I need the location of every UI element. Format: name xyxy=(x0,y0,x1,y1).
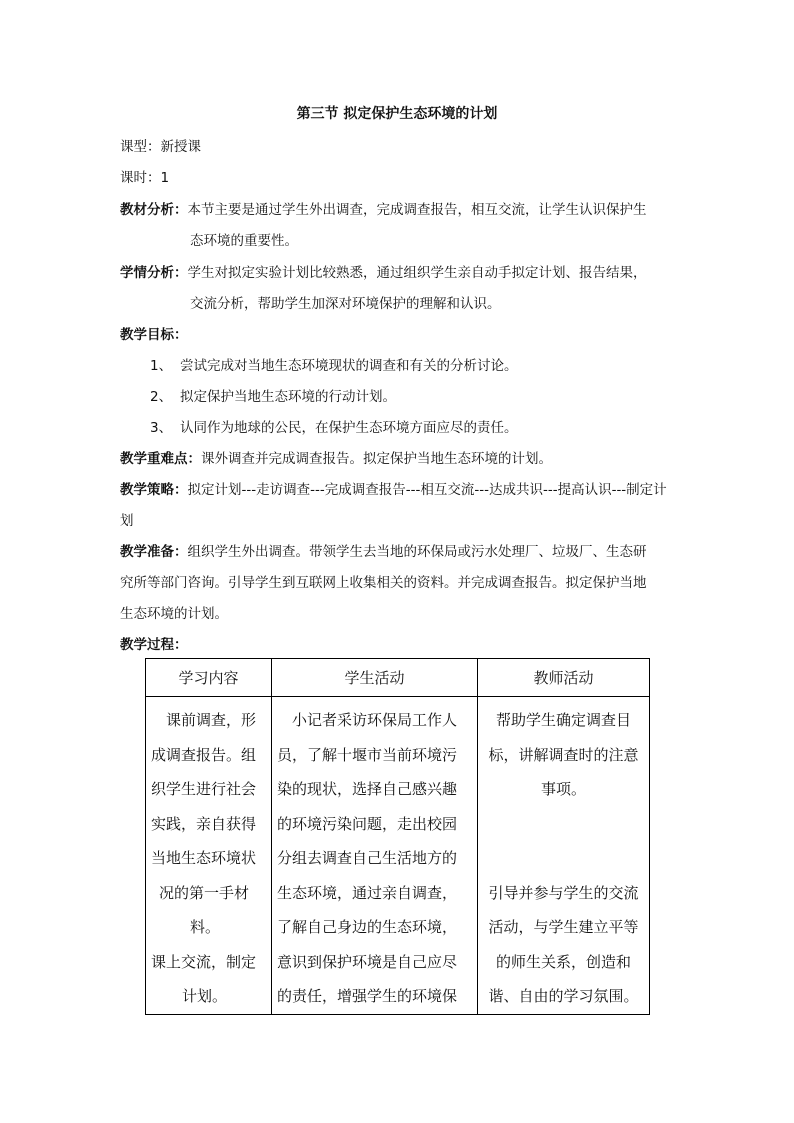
key-points-label: 教学重难点： xyxy=(120,451,201,467)
preparation-continuation: 究所等部门咨询。引导学生到互联网上收集相关的资料。并完成调查报告。拟定保护当地 xyxy=(120,575,647,591)
student-activity-cell xyxy=(272,697,478,1015)
cell-text-line: 的师生关系，创造和 xyxy=(495,952,631,971)
preparation-label: 教学准备： xyxy=(120,544,188,560)
lesson-type: 课型：新授课 xyxy=(120,139,201,155)
cell-text-line: 当地生态环境状 xyxy=(151,849,257,867)
key-points-text: 课外调查并完成调查报告。拟定保护当地生态环境的计划。 xyxy=(201,451,552,467)
preparation xyxy=(120,540,647,560)
cell-text-line xyxy=(478,841,649,876)
cell-text-line: 事项。 xyxy=(540,780,586,798)
cell-text-line: 引导并参与学生的交流 xyxy=(488,883,639,902)
cell-text-line: 分组去调查自己生活地方的 xyxy=(277,849,458,867)
goal-number: 3、 xyxy=(150,420,173,436)
cell-text-line xyxy=(478,807,649,842)
material-analysis-label: 教材分析： xyxy=(120,202,188,218)
strategy-continuation: 划 xyxy=(120,513,134,529)
strategy xyxy=(120,478,667,498)
table-row xyxy=(146,697,650,1015)
material-analysis-continuation: 态环境的重要性。 xyxy=(190,233,298,249)
cell-text-line: 织学生进行社会 xyxy=(151,780,257,798)
cell-text-line: 标，讲解调查时的注意 xyxy=(488,745,639,764)
cell-text-line: 课前调查，形 xyxy=(166,711,257,729)
preparation-continuation: 生态环境的计划。 xyxy=(120,606,228,622)
header-learning-content: 学习内容 xyxy=(146,659,272,697)
table-header-row xyxy=(146,659,650,697)
key-points xyxy=(120,447,552,467)
student-analysis-continuation: 交流分析，帮助学生加深对环境保护的理解和认识。 xyxy=(190,296,501,312)
goal-number: 2、 xyxy=(150,389,173,405)
process-table xyxy=(145,658,650,1015)
goal-text: 拟定保护当地生态环境的行动计划。 xyxy=(180,389,396,405)
preparation-text: 组织学生外出调查。带领学生去当地的环保局或污水处理厂、垃圾厂、生态研 xyxy=(187,544,647,560)
goal-text: 认同作为地球的公民，在保护生态环境方面应尽的责任。 xyxy=(180,420,518,436)
student-analysis-text: 学生对拟定实验计划比较熟悉，通过组织学生亲自动手拟定计划、报告结果， xyxy=(187,265,647,281)
cell-text-line: 的责任，增强学生的环境保 xyxy=(277,987,458,1005)
header-teacher-activity: 教师活动 xyxy=(478,659,650,697)
teacher-activity-cell xyxy=(478,697,650,1015)
goal-number: 1、 xyxy=(150,358,173,374)
goals-label: 教学目标： xyxy=(120,327,188,343)
strategy-label: 教学策略： xyxy=(120,482,188,498)
cell-text-line: 计划。 xyxy=(182,987,228,1005)
cell-text-line: 员，了解十堰市当前环境污 xyxy=(277,745,458,764)
learning-content-cell xyxy=(146,697,272,1015)
header-student-activity: 学生活动 xyxy=(272,659,478,697)
goal-item xyxy=(150,416,518,436)
material-analysis-text: 本节主要是通过学生外出调查，完成调查报告，相互交流，让学生认识保护生 xyxy=(187,202,647,218)
cell-text-line: 的环境污染问题，走出校园 xyxy=(277,814,458,833)
lesson-hours: 课时：1 xyxy=(120,170,170,186)
cell-text-line: 意识到保护环境是自己应尽 xyxy=(277,952,458,971)
cell-text-line: 课上交流，制定 xyxy=(151,952,257,971)
cell-text-line: 谐、自由的学习氛围。 xyxy=(488,987,639,1005)
cell-text-line: 料。 xyxy=(190,918,221,936)
cell-text-line: 况的第一手材 xyxy=(159,883,250,902)
cell-text-line: 实践，亲自获得 xyxy=(151,814,257,833)
student-analysis xyxy=(120,261,647,281)
cell-text-line: 了解自己身边的生态环境， xyxy=(277,918,458,936)
goal-item xyxy=(150,354,518,374)
page-title: 第三节 拟定保护生态环境的计划 xyxy=(296,106,498,122)
cell-text-line: 染的现状，选择自己感兴趣 xyxy=(277,780,458,798)
strategy-text: 拟定计划---走访调查---完成调查报告---相互交流---达成共识---提高认识---制定计 xyxy=(187,482,667,498)
goal-item xyxy=(150,385,396,405)
student-analysis-label: 学情分析： xyxy=(120,265,188,281)
process-label: 教学过程： xyxy=(120,637,188,653)
cell-text-line: 成调查报告。组 xyxy=(151,745,257,764)
cell-text-line: 小记者采访环保局工作人 xyxy=(292,711,458,729)
goal-text: 尝试完成对当地生态环境现状的调查和有关的分析讨论。 xyxy=(180,358,518,374)
cell-text-line: 活动，与学生建立平等 xyxy=(488,918,639,936)
material-analysis xyxy=(120,198,647,218)
cell-text-line: 生态环境，通过亲自调查， xyxy=(277,883,458,902)
cell-text-line: 帮助学生确定调查目 xyxy=(495,711,631,729)
